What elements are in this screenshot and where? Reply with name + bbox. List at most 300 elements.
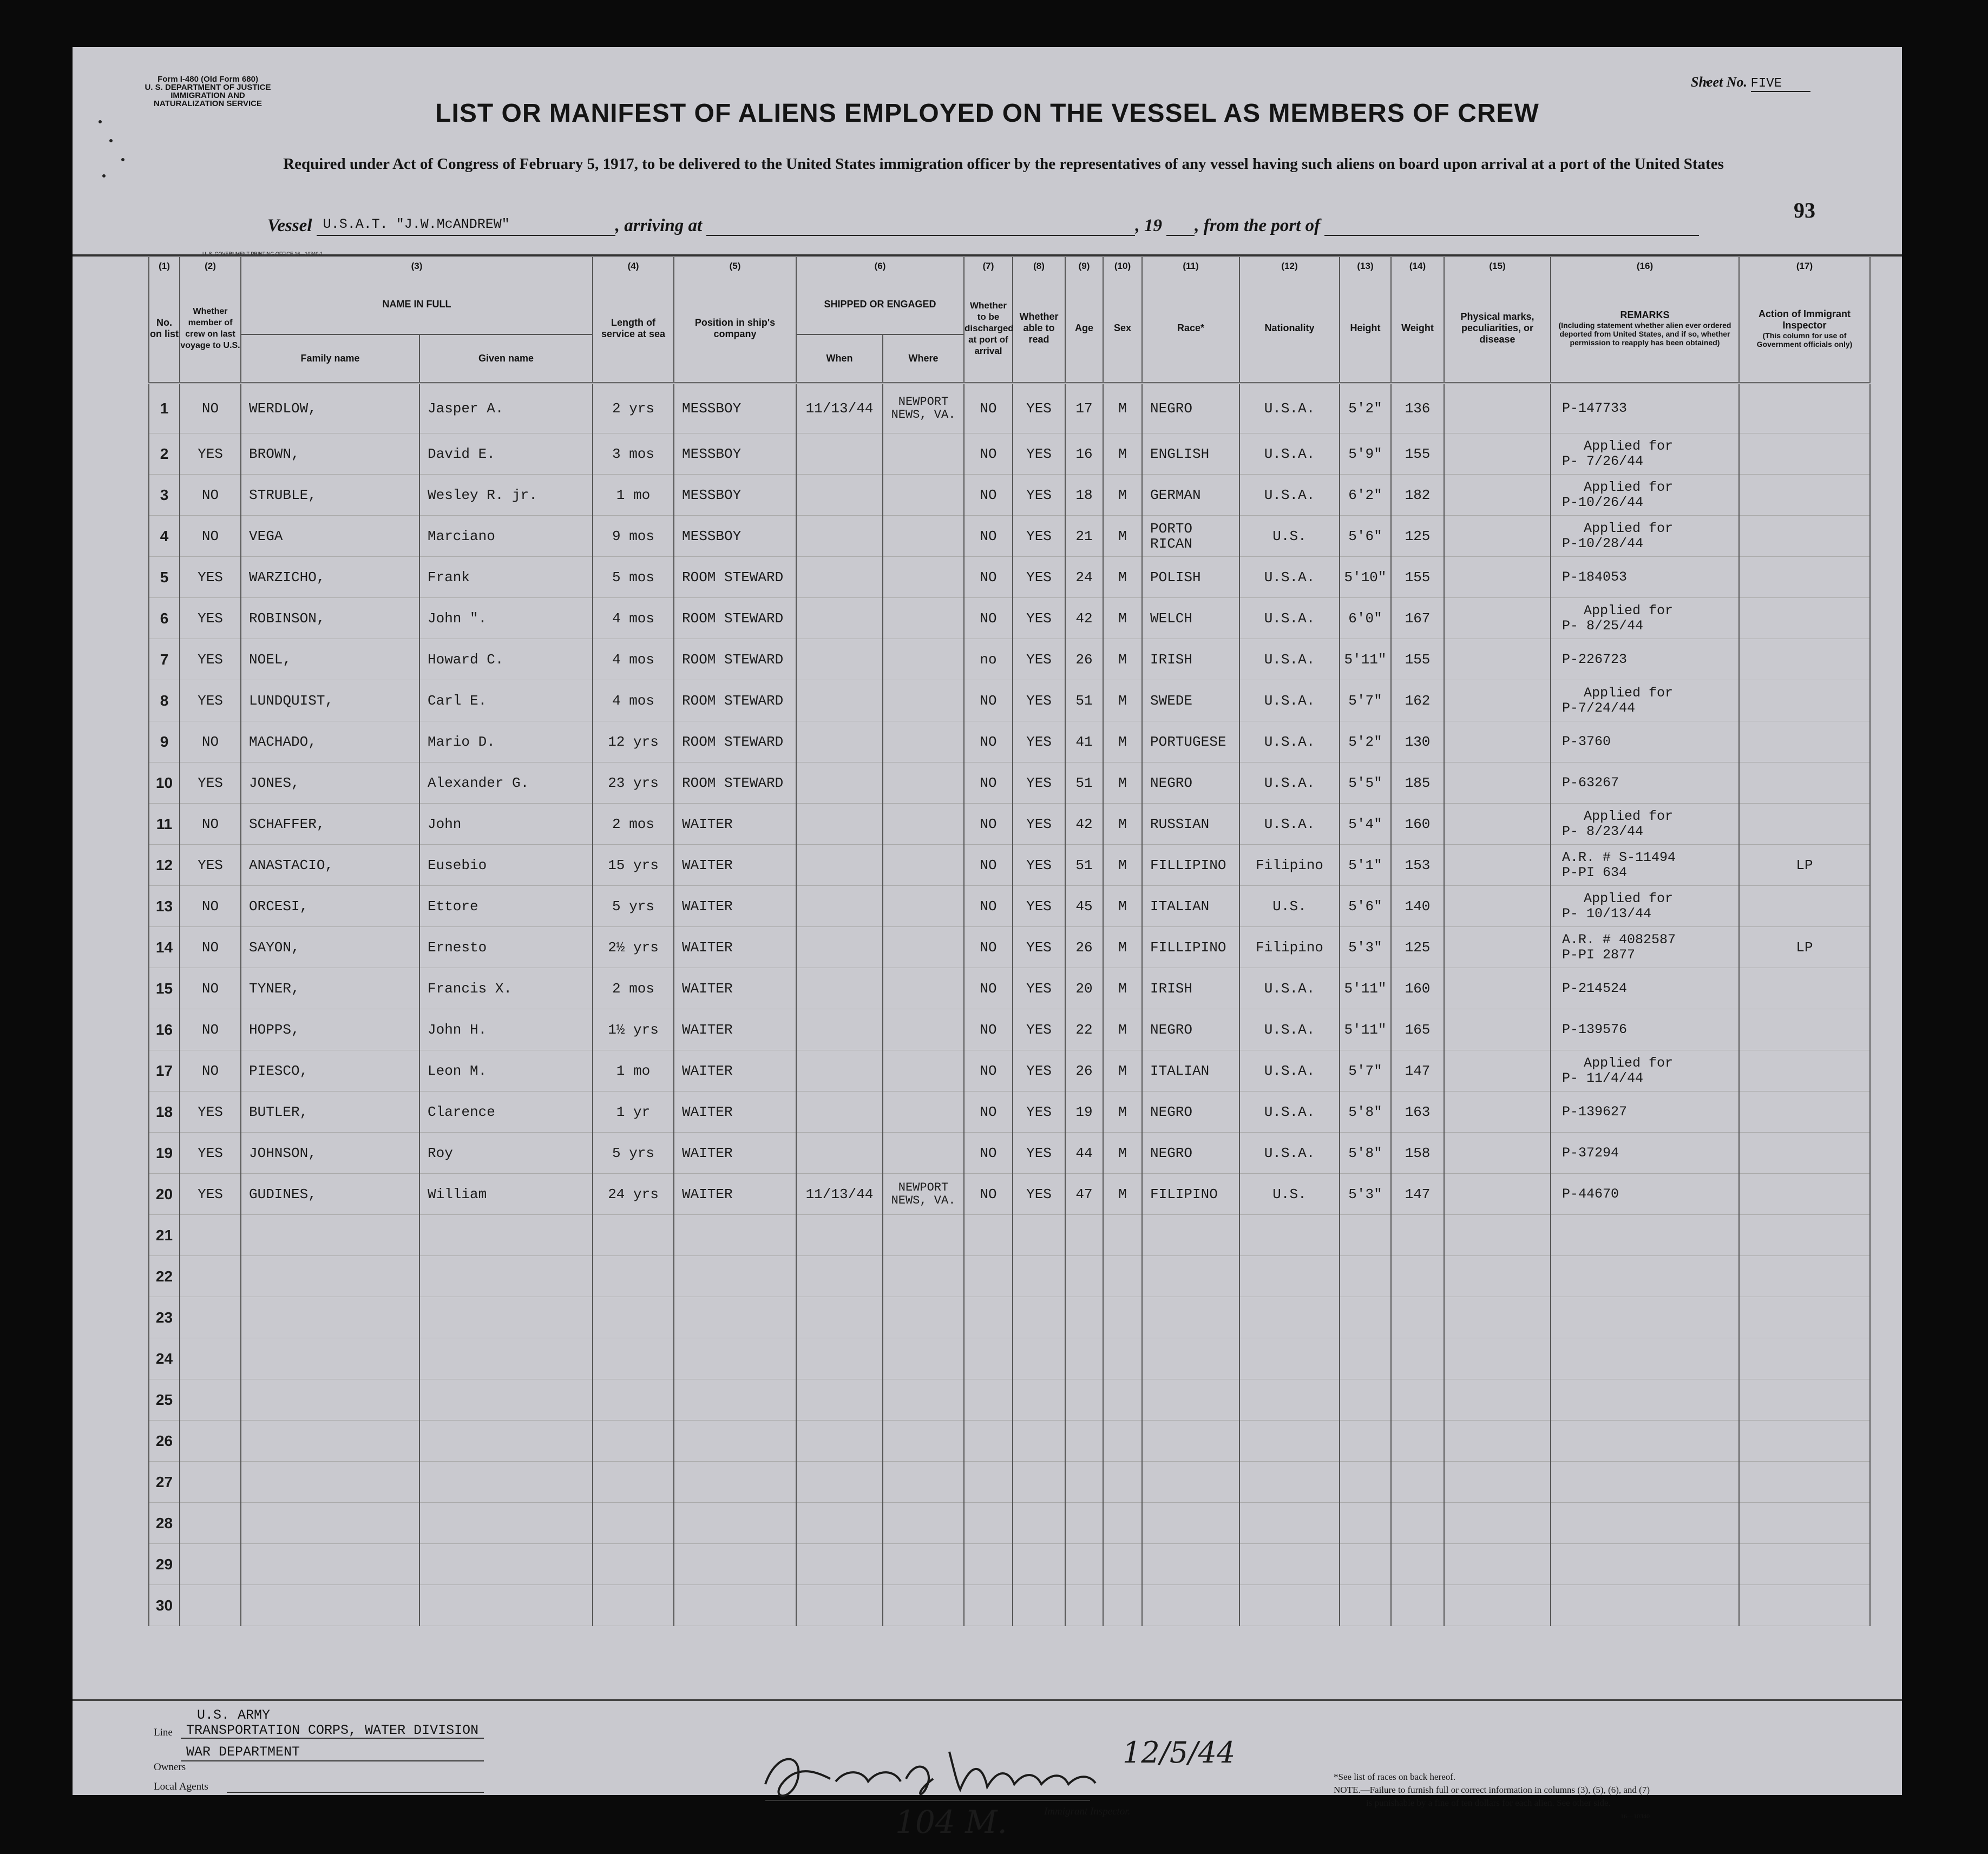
shipped-where-cell [883, 762, 964, 804]
table-row [149, 1256, 1870, 1297]
line-number: 10 [149, 762, 180, 804]
line-number: 9 [149, 721, 180, 762]
empty-cell [241, 1462, 419, 1503]
table-row [149, 1421, 1870, 1462]
empty-cell [1065, 1256, 1103, 1297]
family-name-cell: HOPPS, [241, 1009, 419, 1050]
remarks-cell [1551, 516, 1739, 557]
race-cell: NEGRO [1142, 762, 1239, 804]
physical-marks-cell [1444, 516, 1551, 557]
empty-cell [796, 1421, 883, 1462]
empty-cell [1739, 1215, 1870, 1256]
year-field [1166, 216, 1195, 236]
weight-cell: 185 [1391, 762, 1444, 804]
table-row [149, 1338, 1870, 1379]
sheet-number-value: FIVE [1751, 76, 1810, 92]
empty-cell [419, 1215, 593, 1256]
empty-cell [1551, 1256, 1739, 1297]
shipped-when-cell [796, 516, 883, 557]
shipped-where-cell [883, 1050, 964, 1092]
empty-cell [1444, 1503, 1551, 1544]
height-cell: 5'11" [1340, 1009, 1391, 1050]
empty-cell [593, 1585, 674, 1626]
empty-cell [1142, 1338, 1239, 1379]
shipped-where-cell [883, 475, 964, 516]
last-voyage-cell: YES [180, 1174, 241, 1215]
col-number: (7) [964, 257, 1013, 274]
empty-cell [1739, 1256, 1870, 1297]
empty-cell [1739, 1585, 1870, 1626]
col-number: (1) [149, 257, 180, 274]
from-port-label: , from the port of [1195, 216, 1321, 235]
empty-cell [1103, 1585, 1142, 1626]
line-number: 28 [149, 1503, 180, 1544]
sex-cell: M [1103, 886, 1142, 927]
height-cell: 5'10" [1340, 557, 1391, 598]
weight-cell: 155 [1391, 433, 1444, 475]
empty-cell [1239, 1215, 1340, 1256]
line-number: 2 [149, 433, 180, 475]
empty-cell [674, 1379, 796, 1421]
empty-cell [1444, 1544, 1551, 1585]
empty-cell [1444, 1379, 1551, 1421]
empty-cell [1142, 1544, 1239, 1585]
race-cell: FILLIPINO [1142, 845, 1239, 886]
inspector-action-cell [1739, 721, 1870, 762]
empty-cell [1391, 1421, 1444, 1462]
empty-cell [241, 1215, 419, 1256]
col-number: (14) [1391, 257, 1444, 274]
table-row [149, 1133, 1870, 1174]
remarks-line-2: P-139576 [1562, 1021, 1628, 1037]
nationality-cell: U.S.A. [1239, 1009, 1340, 1050]
empty-cell [1013, 1379, 1065, 1421]
inspector-action-cell [1739, 968, 1870, 1009]
shipped-where-cell [883, 516, 964, 557]
inspector-action-cell [1739, 1009, 1870, 1050]
empty-cell [883, 1338, 964, 1379]
able-to-read-cell: YES [1013, 475, 1065, 516]
remarks-cell [1551, 927, 1739, 968]
weight-cell: 162 [1391, 680, 1444, 721]
line-value-1: U.S. ARMY [197, 1707, 271, 1723]
race-cell: PORTUGESE [1142, 721, 1239, 762]
remarks-line-1: Applied for [1584, 685, 1674, 701]
print-code: 16—10340 [1620, 1812, 1650, 1820]
from-port-field [1324, 216, 1699, 236]
line-number: 4 [149, 516, 180, 557]
col-number: (17) [1739, 257, 1870, 274]
able-to-read-cell: YES [1013, 1133, 1065, 1174]
table-row [149, 1174, 1870, 1215]
empty-cell [1239, 1503, 1340, 1544]
crew-rows [149, 383, 1870, 1626]
empty-cell [1551, 1544, 1739, 1585]
signature-image [754, 1719, 1296, 1838]
age-cell: 26 [1065, 927, 1103, 968]
sex-cell: M [1103, 845, 1142, 886]
age-cell: 47 [1065, 1174, 1103, 1215]
empty-cell [1739, 1544, 1870, 1585]
inspector-action-cell: LP [1739, 845, 1870, 886]
age-cell: 18 [1065, 475, 1103, 516]
shipped-when-cell [796, 927, 883, 968]
sex-cell: M [1103, 639, 1142, 680]
empty-cell [1340, 1544, 1391, 1585]
empty-cell [1103, 1215, 1142, 1256]
given-name-cell: Eusebio [419, 845, 593, 886]
shipped-when-cell [796, 475, 883, 516]
position-cell: WAITER [674, 886, 796, 927]
service-length-cell: 2 mos [593, 968, 674, 1009]
weight-cell: 155 [1391, 557, 1444, 598]
empty-cell [883, 1503, 964, 1544]
empty-cell [419, 1297, 593, 1338]
remarks-line-1: Applied for [1584, 808, 1674, 824]
discharged-cell: NO [964, 721, 1013, 762]
given-name-cell: Jasper A. [419, 383, 593, 433]
line-number: 15 [149, 968, 180, 1009]
remarks-line-2: P-37294 [1562, 1145, 1619, 1161]
line-number: 16 [149, 1009, 180, 1050]
age-cell: 16 [1065, 433, 1103, 475]
shipped-when-cell [796, 1009, 883, 1050]
discharged-cell: NO [964, 475, 1013, 516]
line-number: 12 [149, 845, 180, 886]
empty-cell [796, 1215, 883, 1256]
sex-cell: M [1103, 721, 1142, 762]
empty-cell [964, 1462, 1013, 1503]
empty-cell [241, 1256, 419, 1297]
header-race: Race* [1142, 274, 1239, 383]
age-cell: 19 [1065, 1092, 1103, 1133]
header-age: Age [1065, 274, 1103, 383]
physical-marks-cell [1444, 1133, 1551, 1174]
age-cell: 17 [1065, 383, 1103, 433]
age-cell: 42 [1065, 598, 1103, 639]
physical-marks-cell [1444, 721, 1551, 762]
empty-cell [964, 1338, 1013, 1379]
given-name-cell: David E. [419, 433, 593, 475]
remarks-line-2: P- 10/13/44 [1562, 905, 1652, 922]
remarks-cell [1551, 721, 1739, 762]
remarks-cell [1551, 680, 1739, 721]
empty-cell [1103, 1503, 1142, 1544]
height-cell: 6'0" [1340, 598, 1391, 639]
empty-cell [883, 1379, 964, 1421]
nationality-cell: U.S.A. [1239, 762, 1340, 804]
empty-cell [180, 1379, 241, 1421]
discharged-cell: NO [964, 1009, 1013, 1050]
empty-cell [1013, 1421, 1065, 1462]
table-row [149, 1462, 1870, 1503]
remarks-cell [1551, 804, 1739, 845]
weight-cell: 153 [1391, 845, 1444, 886]
empty-cell [419, 1421, 593, 1462]
race-cell: GERMAN [1142, 475, 1239, 516]
table-row [149, 804, 1870, 845]
position-cell: ROOM STEWARD [674, 557, 796, 598]
empty-cell [1142, 1421, 1239, 1462]
empty-cell [674, 1544, 796, 1585]
age-cell: 44 [1065, 1133, 1103, 1174]
empty-cell [964, 1421, 1013, 1462]
empty-cell [1142, 1462, 1239, 1503]
form-identifier: Form I-480 (Old Form 680) U. S. DEPARTMENT OF JUSTICE IMMIGRATION AND NATURALIZATION SERVICE [145, 75, 271, 108]
physical-marks-cell [1444, 762, 1551, 804]
inspector-action-cell [1739, 1050, 1870, 1092]
empty-cell [796, 1256, 883, 1297]
col-number: (9) [1065, 257, 1103, 274]
sex-cell: M [1103, 598, 1142, 639]
empty-cell [593, 1421, 674, 1462]
empty-cell [1103, 1544, 1142, 1585]
position-cell: ROOM STEWARD [674, 762, 796, 804]
service-length-cell: 9 mos [593, 516, 674, 557]
race-cell: NEGRO [1142, 1009, 1239, 1050]
empty-cell [964, 1544, 1013, 1585]
discharged-cell: no [964, 639, 1013, 680]
weight-cell: 136 [1391, 383, 1444, 433]
line-label: Line [154, 1727, 173, 1738]
empty-cell [1103, 1297, 1142, 1338]
table-row [149, 557, 1870, 598]
empty-cell [180, 1215, 241, 1256]
empty-cell [180, 1585, 241, 1626]
age-cell: 41 [1065, 721, 1103, 762]
last-voyage-cell: NO [180, 475, 241, 516]
empty-cell [1103, 1421, 1142, 1462]
discharged-cell: NO [964, 927, 1013, 968]
line-number: 5 [149, 557, 180, 598]
family-name-cell: ROBINSON, [241, 598, 419, 639]
empty-cell [180, 1297, 241, 1338]
empty-cell [1739, 1421, 1870, 1462]
col-number: (16) [1551, 257, 1739, 274]
line-number: 1 [149, 383, 180, 433]
table-row [149, 433, 1870, 475]
physical-marks-cell [1444, 1050, 1551, 1092]
shipped-when-cell [796, 886, 883, 927]
empty-cell [1340, 1379, 1391, 1421]
age-cell: 20 [1065, 968, 1103, 1009]
col-number: (4) [593, 257, 674, 274]
line-number: 27 [149, 1462, 180, 1503]
service-length-cell: 4 mos [593, 598, 674, 639]
height-cell: 5'2" [1340, 383, 1391, 433]
signature-date: 12/5/44 [1123, 1735, 1236, 1770]
weight-cell: 147 [1391, 1174, 1444, 1215]
height-cell: 5'11" [1340, 639, 1391, 680]
given-name-cell: Howard C. [419, 639, 593, 680]
service-length-cell: 5 mos [593, 557, 674, 598]
nationality-cell: U.S.A. [1239, 557, 1340, 598]
arriving-port-field [706, 216, 1135, 236]
empty-cell [1444, 1297, 1551, 1338]
empty-cell [1340, 1215, 1391, 1256]
remarks-line-2: P-PI 634 [1562, 864, 1628, 880]
empty-cell [593, 1215, 674, 1256]
inspector-action-cell [1739, 680, 1870, 721]
service-length-cell: 5 yrs [593, 1133, 674, 1174]
table-row [149, 721, 1870, 762]
remarks-line-1: A.R. # 4082587 [1562, 931, 1676, 948]
empty-cell [964, 1379, 1013, 1421]
physical-marks-cell [1444, 1009, 1551, 1050]
service-length-cell: 1 mo [593, 1050, 674, 1092]
shipped-when-cell [796, 1092, 883, 1133]
given-name-cell: John H. [419, 1009, 593, 1050]
remarks-line-1: A.R. # S-11494 [1562, 849, 1676, 865]
able-to-read-cell: YES [1013, 383, 1065, 433]
weight-cell: 130 [1391, 721, 1444, 762]
able-to-read-cell: YES [1013, 639, 1065, 680]
family-name-cell: WERDLOW, [241, 383, 419, 433]
line-number: 26 [149, 1421, 180, 1462]
nationality-cell: Filipino [1239, 927, 1340, 968]
empty-cell [1739, 1297, 1870, 1338]
empty-cell [883, 1585, 964, 1626]
table-row [149, 927, 1870, 968]
form-subtitle: Required under Act of Congress of February 5, 1917, to be delivered to the United States immigration officer by the representatives of any vessel having such aliens on board upon arrival at a port of the United States [283, 155, 1724, 173]
empty-cell [419, 1544, 593, 1585]
race-cell: NEGRO [1142, 1092, 1239, 1133]
empty-cell [1739, 1503, 1870, 1544]
height-cell: 5'2" [1340, 721, 1391, 762]
sex-cell: M [1103, 433, 1142, 475]
empty-cell [1239, 1256, 1340, 1297]
shipped-when-cell [796, 1133, 883, 1174]
empty-cell [1391, 1297, 1444, 1338]
empty-cell [593, 1462, 674, 1503]
empty-cell [796, 1544, 883, 1585]
race-cell: ENGLISH [1142, 433, 1239, 475]
able-to-read-cell: YES [1013, 927, 1065, 968]
empty-cell [1065, 1462, 1103, 1503]
given-name-cell: Leon M. [419, 1050, 593, 1092]
note-fine: NOTE.—Failure to furnish full or correct information in columns (3), (5), (6), and (7) [1334, 1785, 1650, 1795]
empty-cell [241, 1585, 419, 1626]
able-to-read-cell: YES [1013, 845, 1065, 886]
header-physical-marks: Physical marks, peculiarities, or disease [1444, 274, 1551, 383]
sex-cell: M [1103, 804, 1142, 845]
remarks-line-2: P-63267 [1562, 774, 1619, 791]
empty-cell [796, 1585, 883, 1626]
inspector-action-cell [1739, 383, 1870, 433]
physical-marks-cell [1444, 475, 1551, 516]
age-cell: 51 [1065, 680, 1103, 721]
sheet-number-label: Sheet No. [1691, 74, 1747, 90]
family-name-cell: STRUBLE, [241, 475, 419, 516]
height-cell: 5'8" [1340, 1092, 1391, 1133]
given-name-cell: Marciano [419, 516, 593, 557]
weight-cell: 147 [1391, 1050, 1444, 1092]
empty-cell [1065, 1585, 1103, 1626]
physical-marks-cell [1444, 886, 1551, 927]
nationality-cell: U.S.A. [1239, 804, 1340, 845]
empty-cell [1239, 1379, 1340, 1421]
col-number: (13) [1340, 257, 1391, 274]
empty-cell [1340, 1338, 1391, 1379]
nationality-cell: U.S.A. [1239, 598, 1340, 639]
shipped-where-cell [883, 968, 964, 1009]
table-row [149, 845, 1870, 886]
discharged-cell: NO [964, 845, 1013, 886]
col-number: (11) [1142, 257, 1239, 274]
empty-cell [1065, 1503, 1103, 1544]
shipped-where-cell [883, 804, 964, 845]
age-cell: 51 [1065, 845, 1103, 886]
height-cell: 5'7" [1340, 1050, 1391, 1092]
inspector-action-cell [1739, 1133, 1870, 1174]
empty-cell [593, 1338, 674, 1379]
shipped-where-cell: NEWPORT NEWS, VA. [883, 1174, 964, 1215]
table-row [149, 1379, 1870, 1421]
age-cell: 42 [1065, 804, 1103, 845]
discharged-cell: NO [964, 1174, 1013, 1215]
inspector-action-cell [1739, 557, 1870, 598]
physical-marks-cell [1444, 845, 1551, 886]
remarks-line-2: P-44670 [1562, 1186, 1619, 1202]
inspector-action-cell [1739, 433, 1870, 475]
shipped-when-cell [796, 433, 883, 475]
shipped-when-cell: 11/13/44 [796, 383, 883, 433]
empty-cell [180, 1338, 241, 1379]
empty-cell [1391, 1585, 1444, 1626]
empty-cell [1391, 1379, 1444, 1421]
shipped-where-cell [883, 557, 964, 598]
empty-cell [241, 1379, 419, 1421]
line-number: 30 [149, 1585, 180, 1626]
given-name-cell: John [419, 804, 593, 845]
empty-cell [1444, 1338, 1551, 1379]
nationality-cell: U.S.A. [1239, 1050, 1340, 1092]
header-action [1739, 274, 1870, 383]
age-cell: 24 [1065, 557, 1103, 598]
col-number: (6) [796, 257, 964, 274]
empty-cell [1444, 1421, 1551, 1462]
empty-cell [1444, 1256, 1551, 1297]
empty-cell [674, 1297, 796, 1338]
remarks-cell [1551, 1009, 1739, 1050]
header-remarks [1551, 274, 1739, 383]
header-length-of-service: Length of service at sea [593, 274, 674, 383]
header-rule [73, 254, 1902, 257]
service-length-cell: 2½ yrs [593, 927, 674, 968]
empty-cell [241, 1544, 419, 1585]
empty-cell [593, 1544, 674, 1585]
height-cell: 5'3" [1340, 1174, 1391, 1215]
position-cell: WAITER [674, 968, 796, 1009]
position-cell: MESSBOY [674, 383, 796, 433]
remarks-cell [1551, 433, 1739, 475]
line-number: 19 [149, 1133, 180, 1174]
shipped-when-cell [796, 968, 883, 1009]
line-number: 22 [149, 1256, 180, 1297]
shipped-where-cell [883, 845, 964, 886]
col-number: (3) [241, 257, 593, 274]
empty-cell [1142, 1503, 1239, 1544]
given-name-cell: Ettore [419, 886, 593, 927]
table-row [149, 1050, 1870, 1092]
empty-cell [674, 1503, 796, 1544]
empty-cell [1103, 1462, 1142, 1503]
table-row [149, 639, 1870, 680]
discharged-cell: NO [964, 433, 1013, 475]
line-value-2: TRANSPORTATION CORPS, WATER DIVISION [186, 1722, 479, 1738]
nationality-cell: U.S. [1239, 1174, 1340, 1215]
weight-cell: 163 [1391, 1092, 1444, 1133]
